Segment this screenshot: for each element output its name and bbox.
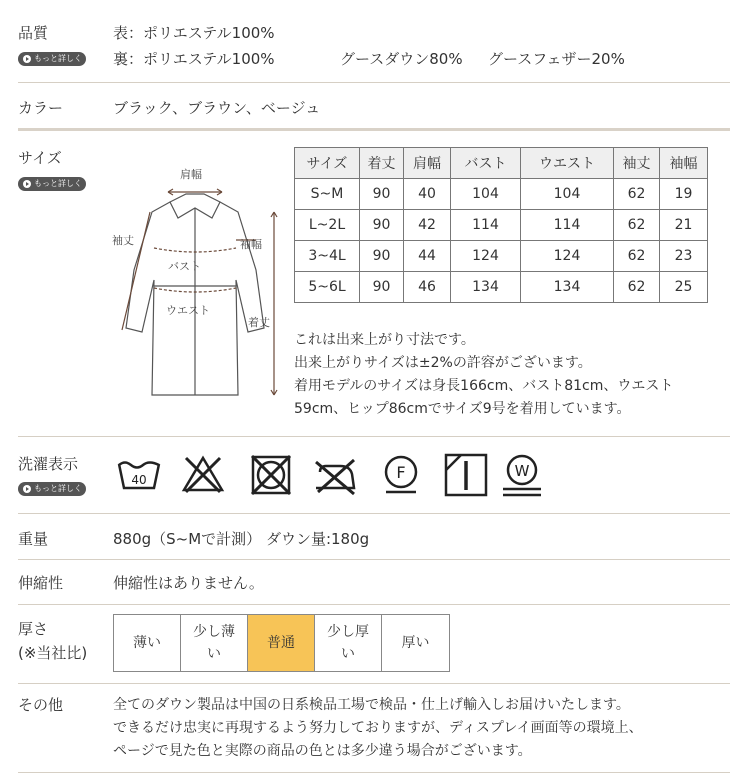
diagram-kata: 肩幅 [180,168,202,181]
table-cell: 134 [451,272,521,303]
size-note-line: 59cm、ヒップ86cmでサイズ9号を着用しています。 [294,401,631,417]
size-note-line: 着用モデルのサイズは身長166cm、バスト81cm、ウエスト [294,378,674,394]
size-table-header: 肩幅 [404,148,451,179]
material-label: 品質 [18,24,49,42]
material-more-button[interactable]: もっと詳しく [18,52,86,66]
table-cell: L~2L [295,210,360,241]
size-table-header: サイズ [295,148,360,179]
size-more-button[interactable]: もっと詳しく [18,177,86,191]
table-row [295,210,708,241]
weight-label: 重量 [18,530,49,548]
thickness-option-slightly-thick: 少し厚 い [315,615,382,671]
size-table-header: 袖丈 [614,148,660,179]
coat-size-diagram [108,160,288,410]
laundry-more-button[interactable]: もっと詳しく [18,482,86,496]
table-cell: 42 [404,210,451,241]
wet-clean-gentle-icon [499,452,545,498]
size-table-header: 袖幅 [660,148,708,179]
weight-value: 880g（S~Mで計測） ダウン量:180g [113,530,370,548]
table-cell: 62 [614,272,660,303]
dry-clean-letter: F [396,463,406,482]
thickness-option-normal-selected: 普通 [248,615,315,671]
thickness-option-thick: 厚い [401,635,430,651]
table-cell: 114 [451,210,521,241]
diagram-sode: 袖丈 [112,234,134,247]
table-cell: 124 [451,241,521,272]
size-table-header: 着丈 [360,148,404,179]
table-cell: 134 [521,272,614,303]
size-note-line: 出来上がりサイズは±2%の許容がございます。 [294,355,592,371]
iron-low-icon [312,452,358,498]
thickness-option-thin: 薄い [114,615,181,671]
divider [18,82,730,83]
size-label: サイズ [18,149,62,167]
size-table-header-row [295,148,708,179]
divider [18,436,730,437]
divider [18,128,730,131]
divider [18,604,730,605]
other-line: ページで見た色と実際の商品の色とは多少違う場合がございます。 [113,743,532,759]
table-cell: 62 [614,241,660,272]
material-feather: グースフェザー20% [488,50,625,68]
line-dry-shade-icon [443,452,489,498]
table-row [295,272,708,303]
thickness-sub: (※当社比) [18,644,88,662]
table-row [295,241,708,272]
divider [18,513,730,514]
wash-temp: 40 [131,473,147,487]
size-table [294,147,708,303]
size-table-header: バスト [451,148,521,179]
no-bleach-icon [180,452,226,498]
material-lining: 裏：ポリエステル100% [113,50,275,68]
table-cell: 90 [360,241,404,272]
table-cell: 46 [404,272,451,303]
other-label: その他 [18,696,64,714]
table-cell: 21 [660,210,708,241]
table-cell: 124 [521,241,614,272]
table-cell: 5~6L [295,272,360,303]
table-cell: 90 [360,210,404,241]
size-note-line: これは出来上がり寸法です。 [294,332,475,348]
thickness-option-slightly-thin: 少し薄 い [181,615,248,671]
size-table-header: ウエスト [521,148,614,179]
table-cell: 23 [660,241,708,272]
table-cell: 62 [614,210,660,241]
other-line: 全てのダウン製品は中国の日系検品工場で検品・仕上げ輸入しお届けいたします。 [113,697,630,713]
divider [18,683,730,684]
table-cell: 3~4L [295,241,360,272]
laundry-label: 洗濯表示 [18,455,79,473]
material-outer: 表：ポリエステル100% [113,24,275,42]
diagram-bust: バスト [168,260,201,273]
table-cell: 25 [660,272,708,303]
divider [18,772,730,773]
color-label: カラー [18,99,64,117]
table-cell: 114 [521,210,614,241]
diagram-waist: ウエスト [166,304,210,317]
diagram-kitake: 着丈 [248,316,270,329]
other-line: できるだけ忠実に再現するよう努力しておりますが、ディスプレイ画面等の環境上、 [113,720,643,736]
stretch-value: 伸縮性はありません。 [113,574,264,592]
divider [18,559,730,560]
table-cell: 40 [404,179,451,210]
table-cell: 19 [660,179,708,210]
table-cell: 104 [451,179,521,210]
thickness-scale [113,614,450,672]
table-cell: 62 [614,179,660,210]
size-notes [294,329,673,421]
no-tumble-dry-icon [248,452,294,498]
table-row [295,179,708,210]
thickness-label: 厚さ [18,620,49,638]
wet-clean-letter: W [514,462,530,480]
other-text [113,694,643,763]
color-value: ブラック、ブラウン、ベージュ [113,99,321,117]
table-cell: 104 [521,179,614,210]
stretch-label: 伸縮性 [18,574,64,592]
table-cell: 90 [360,179,404,210]
material-down: グースダウン80% [340,50,463,68]
table-cell: 90 [360,272,404,303]
dry-clean-f-icon [378,452,424,498]
wash-40-icon [116,452,162,498]
table-cell: 44 [404,241,451,272]
table-cell: S~M [295,179,360,210]
diagram-sodehaba: 袖幅 [240,238,262,251]
